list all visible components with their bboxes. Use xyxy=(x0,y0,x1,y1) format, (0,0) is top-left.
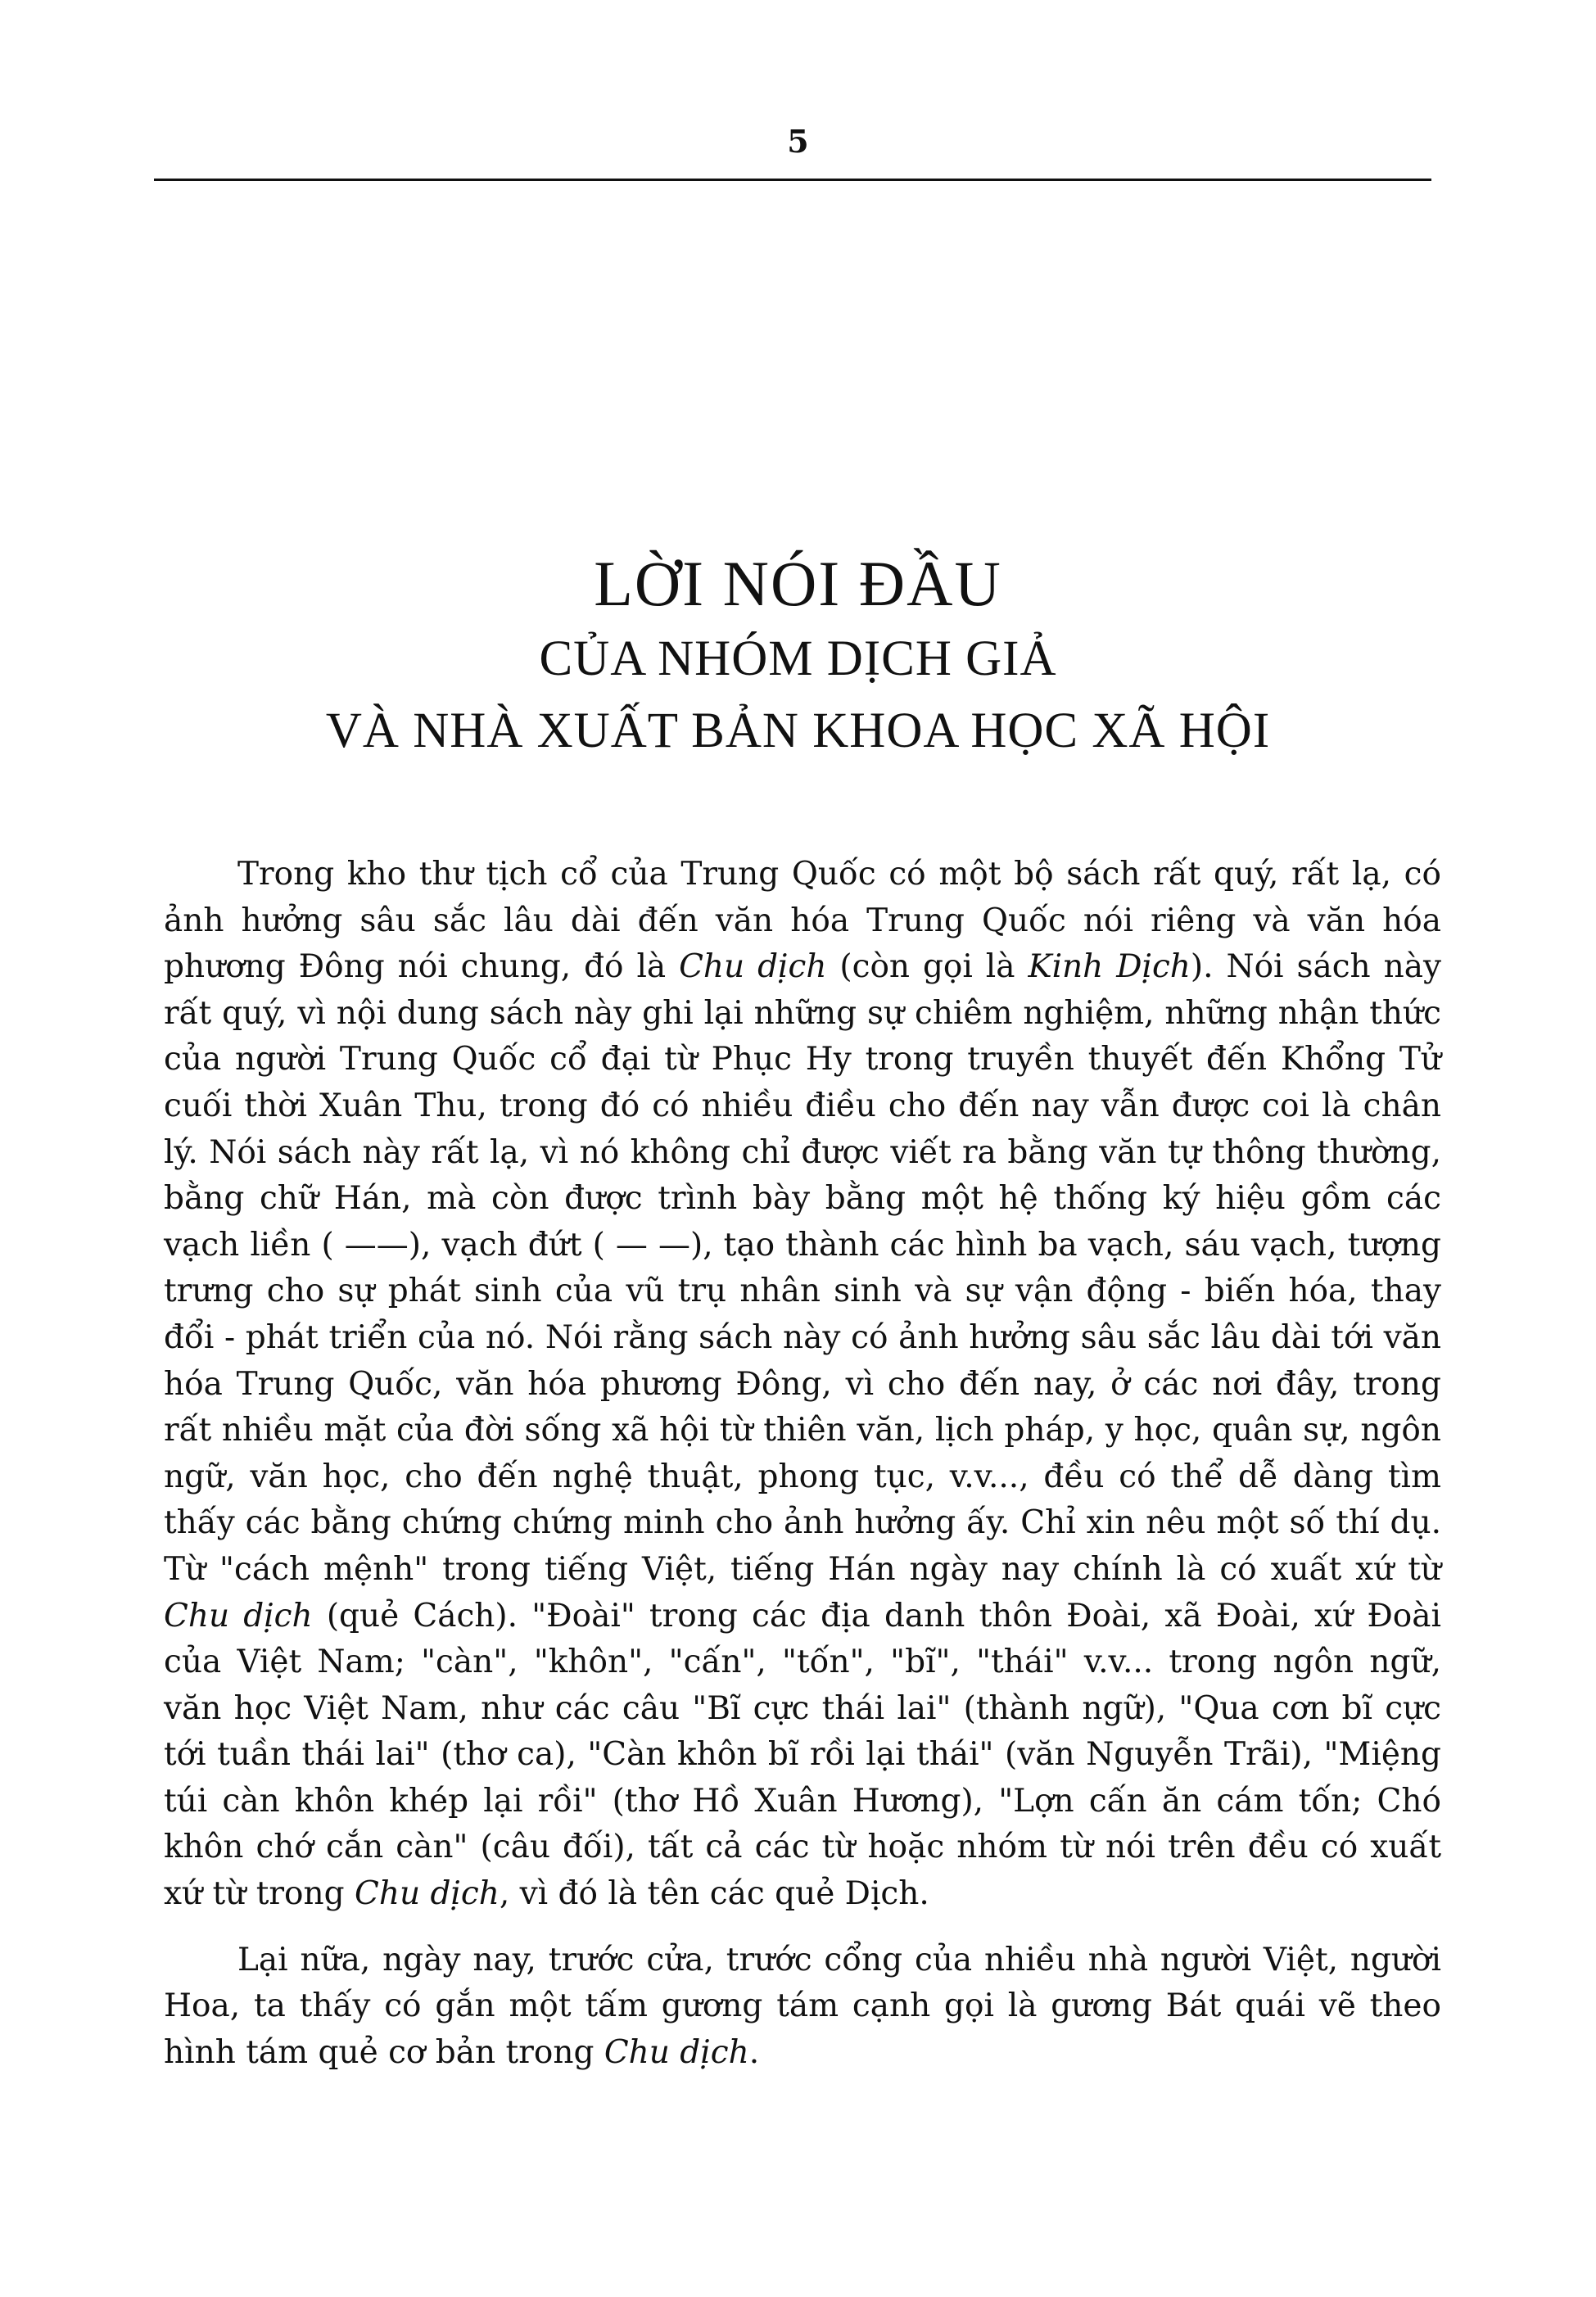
italic-title: Chu dịch xyxy=(164,1597,313,1635)
text-span: ). Nói sách này rất quý, vì nội dung sách này ghi lại những sự chiêm nghiệm, những nhận thức của người Trung Quốc cổ đại từ Phục Hy trong truyền thuyết đến Khổng Tử cuối thời Xuân Thu, trong đó có nhiều điều cho đến nay vẫn được coi là chân lý. Nói sách này rất lạ, vì nó không chỉ được viết ra bằng văn tự thông thường, bằng chữ Hán, mà còn được trình bày bằng một hệ thống ký hiệu gồm các vạch liền ( ——), vạch đứt ( — —), tạo thành các hình ba vạch, sáu vạch, tượng trưng cho sự phát sinh của vũ trụ nhân sinh và sự vận động - biến hóa, thay đổi - phát triển của nó. Nói rằng sách này có ảnh hưởng sâu sắc lâu dài tới văn hóa Trung Quốc, văn hóa phương Đông, vì cho đến nay, ở các nơi đây, trong rất nhiều mặt của đời sống xã hội từ thiên văn, lịch pháp, y học, quân sự, ngôn ngữ, văn học, cho đến nghệ thuật, phong tục, v.v..., đều có thể dễ dàng tìm thấy các bằng chứng chứng minh cho ảnh hưởng ấy. Chỉ xin nêu một số thí dụ. Từ "cách mệnh" trong tiếng Việt, tiếng Hán ngày nay chính là có xuất xứ từ xyxy=(164,948,1441,1588)
italic-title: Chu dịch xyxy=(679,948,827,986)
text-span: Lại nữa, ngày nay, trước cửa, trước cổng của nhiều nhà người Việt, người Hoa, ta thấy có gắn một tấm gương tám cạnh gọi là gương Bát quái vẽ theo hình tám quẻ cơ bản trong xyxy=(164,1941,1441,2071)
italic-title: Chu dịch xyxy=(604,2033,749,2071)
header-rule xyxy=(154,179,1431,181)
paragraph-1 xyxy=(164,852,1441,1918)
chapter-heading xyxy=(0,545,1596,767)
paragraph-2 xyxy=(164,1938,1441,2077)
text-span: , vì đó là tên các quẻ Dịch. xyxy=(499,1875,929,1913)
body-text xyxy=(164,852,1441,2076)
page-number: 5 xyxy=(787,123,809,160)
text-span: (quẻ Cách). "Đoài" trong các địa danh thôn Đoài, xã Đoài, xứ Đoài của Việt Nam; "càn", "khôn", "cấn", "tốn", "bĩ", "thái" v.v... trong ngôn ngữ, văn học Việt Nam, như các câu "Bĩ cực thái lai" (thành ngữ), "Qua cơn bĩ cực tới tuần thái lai" (thơ ca), "Càn khôn bĩ rồi lại thái" (văn Nguyễn Trãi), "Miệng túi càn khôn khép lại rồi" (thơ Hồ Xuân Hương), "Lợn cấn ăn cám tốn; Chó khôn chớ cắn càn" (câu đối), tất cả các từ hoặc nhóm từ nói trên đều có xuất xứ từ trong xyxy=(164,1597,1442,1913)
text-span: . xyxy=(748,2033,760,2071)
italic-title: Chu dịch xyxy=(354,1875,500,1913)
heading-subtitle-line-1: CỦA NHÓM DỊCH GIẢ xyxy=(539,631,1057,686)
text-span: (còn gọi là xyxy=(826,948,1029,986)
heading-title: LỜI NÓI ĐẦU xyxy=(594,548,1002,619)
text-span: Trong kho thư tịch cổ của Trung Quốc có một bộ sách rất quý, rất lạ, có ảnh hưởng sâu sắc lâu dài đến văn hóa Trung Quốc nói riêng và văn hóa phương Đông nói chung, đó là xyxy=(164,856,1441,986)
italic-title: Kinh Dịch xyxy=(1028,948,1191,986)
heading-subtitle-line-2: VÀ NHÀ XUẤT BẢN KHOA HỌC XÃ HỘI xyxy=(325,703,1271,758)
